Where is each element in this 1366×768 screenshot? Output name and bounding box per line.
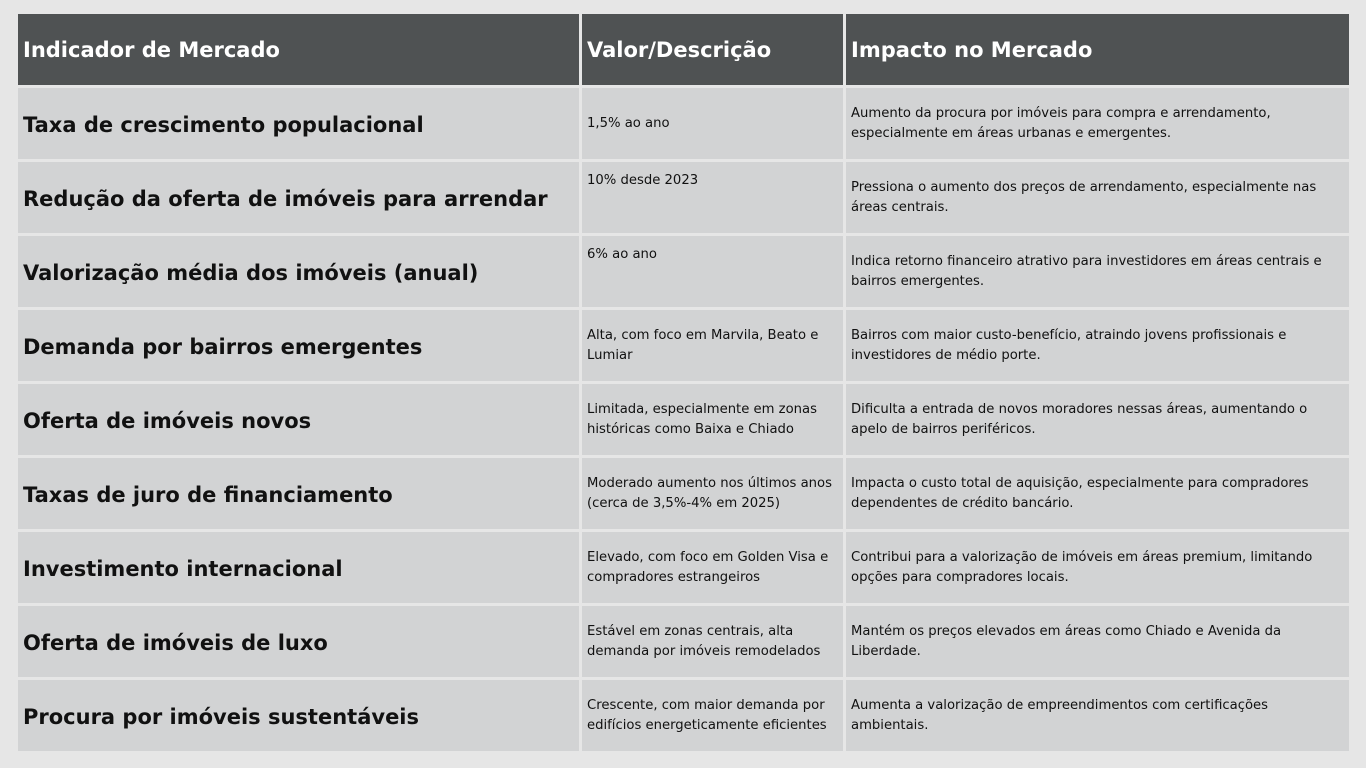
row-5-impact: Dificulta a entrada de novos moradores nessas áreas, aumentando o apelo de bairros periféricos. [846, 384, 1349, 455]
row-9-impact: Aumenta a valorização de empreendimentos com certificações ambientais. [846, 680, 1349, 751]
row-2-value: 10% desde 2023 [582, 162, 843, 233]
row-1-value: 1,5% ao ano [582, 88, 843, 159]
row-1-impact: Aumento da procura por imóveis para compra e arrendamento, especialmente em áreas urbanas e emergentes. [846, 88, 1349, 159]
row-3-indicator: Valorização média dos imóveis (anual) [18, 236, 579, 307]
row-7-value: Elevado, com foco em Golden Visa e compradores estrangeiros [582, 532, 843, 603]
row-6-impact: Impacta o custo total de aquisição, especialmente para compradores dependentes de crédito bancário. [846, 458, 1349, 529]
row-7-impact: Contribui para a valorização de imóveis em áreas premium, limitando opções para compradores locais. [846, 532, 1349, 603]
row-4-indicator: Demanda por bairros emergentes [18, 310, 579, 381]
row-2-indicator: Redução da oferta de imóveis para arrendar [18, 162, 579, 233]
header-indicator: Indicador de Mercado [18, 14, 579, 85]
row-3-impact: Indica retorno financeiro atrativo para investidores em áreas centrais e bairros emergentes. [846, 236, 1349, 307]
row-4-impact: Bairros com maior custo-benefício, atraindo jovens profissionais e investidores de médio porte. [846, 310, 1349, 381]
header-impact: Impacto no Mercado [846, 14, 1349, 85]
row-6-indicator: Taxas de juro de financiamento [18, 458, 579, 529]
row-8-impact: Mantém os preços elevados em áreas como Chiado e Avenida da Liberdade. [846, 606, 1349, 677]
row-8-indicator: Oferta de imóveis de luxo [18, 606, 579, 677]
row-5-indicator: Oferta de imóveis novos [18, 384, 579, 455]
header-value: Valor/Descrição [582, 14, 843, 85]
row-8-value: Estável em zonas centrais, alta demanda por imóveis remodelados [582, 606, 843, 677]
row-1-indicator: Taxa de crescimento populacional [18, 88, 579, 159]
row-3-value: 6% ao ano [582, 236, 843, 307]
row-4-value: Alta, com foco em Marvila, Beato e Lumiar [582, 310, 843, 381]
row-9-value: Crescente, com maior demanda por edifícios energeticamente eficientes [582, 680, 843, 751]
row-6-value: Moderado aumento nos últimos anos (cerca de 3,5%-4% em 2025) [582, 458, 843, 529]
row-7-indicator: Investimento internacional [18, 532, 579, 603]
row-9-indicator: Procura por imóveis sustentáveis [18, 680, 579, 751]
row-5-value: Limitada, especialmente em zonas históricas como Baixa e Chiado [582, 384, 843, 455]
row-2-impact: Pressiona o aumento dos preços de arrendamento, especialmente nas áreas centrais. [846, 162, 1349, 233]
market-indicators-table [18, 14, 1349, 751]
